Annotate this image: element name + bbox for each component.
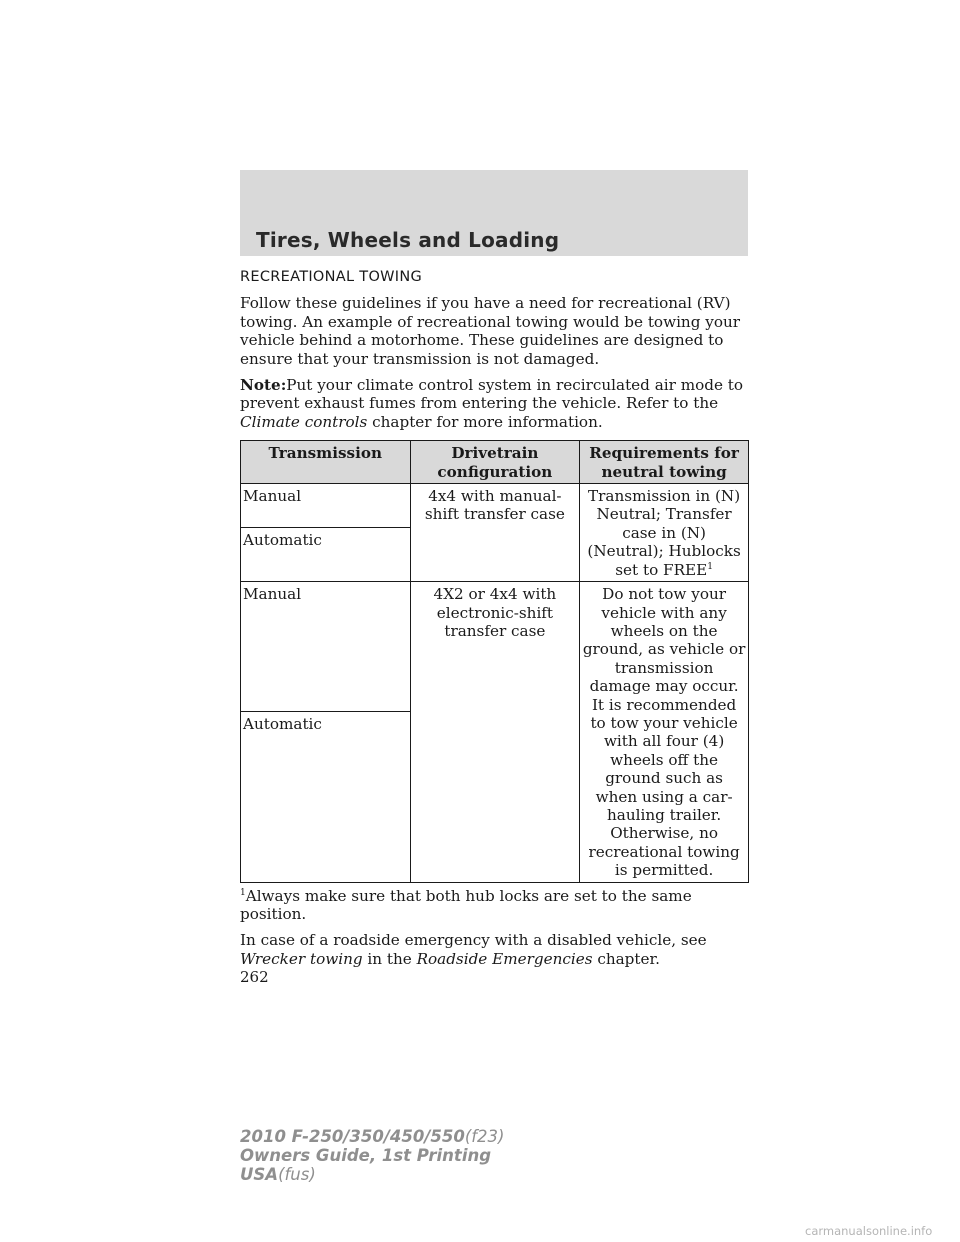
note-paragraph bbox=[240, 376, 750, 431]
chapter-title: Tires, Wheels and Loading bbox=[256, 228, 560, 252]
transmission-cell: Manual bbox=[241, 582, 411, 712]
requirement-cell: Do not tow your vehicle with any wheels on the ground, as vehicle or transmission damage may occur. It is recommended to tow your vehicle with all four (4) wheels off the ground such as when using a car-hauling trailer. Otherwise, no recreational towing is permitted. bbox=[580, 582, 749, 883]
section-heading: RECREATIONAL TOWING bbox=[240, 269, 423, 285]
footnote-text: Always make sure that both hub locks are set to the same position. bbox=[240, 886, 692, 923]
roadside-emergencies-reference: Roadside Emergencies bbox=[416, 949, 593, 968]
closing-text-2: in the bbox=[362, 949, 417, 968]
drivetrain-cell: 4X2 or 4x4 with electronic-shift transfer case bbox=[410, 582, 580, 883]
table-row bbox=[241, 582, 749, 712]
closing-text-3: chapter. bbox=[592, 949, 660, 968]
table-header-row bbox=[241, 441, 749, 484]
header-requirements: Requirements for neutral towing bbox=[580, 441, 749, 484]
model-line: 2010 F-250/350/450/550 bbox=[240, 1127, 465, 1146]
drivetrain-cell: 4x4 with manual-shift transfer case bbox=[410, 484, 580, 582]
header-transmission: Transmission bbox=[241, 441, 411, 484]
climate-controls-reference: Climate controls bbox=[240, 412, 368, 431]
closing-paragraph bbox=[240, 931, 750, 968]
recreational-towing-table bbox=[240, 440, 749, 882]
note-text-after: chapter for more information. bbox=[367, 412, 603, 431]
transmission-cell: Manual bbox=[241, 484, 411, 528]
header-drivetrain: Drivetrain configuration bbox=[410, 441, 580, 484]
watermark: carmanualsonline.info bbox=[805, 1224, 933, 1238]
print-info bbox=[240, 1127, 505, 1184]
note-label: Note: bbox=[240, 376, 287, 395]
requirement-text: Transmission in (N) Neutral; Transfer case in (N) (Neutral); Hublocks set to FREE bbox=[587, 487, 741, 579]
page-content bbox=[240, 268, 750, 976]
wrecker-towing-reference: Wrecker towing bbox=[240, 949, 363, 968]
print-info-line-2: Owners Guide, 1st Printing bbox=[240, 1146, 492, 1165]
page-number: 262 bbox=[240, 968, 269, 986]
table-row bbox=[241, 484, 749, 528]
market-code: (fus) bbox=[278, 1165, 316, 1184]
intro-paragraph: Follow these guidelines if you have a need for recreational (RV) towing. An example of recreational towing would be towing your vehicle behind a motorhome. These guidelines are designed to ensure that your transmission is not damaged. bbox=[240, 294, 741, 368]
table-footnote bbox=[240, 887, 750, 924]
requirement-cell bbox=[580, 484, 749, 582]
footnote-marker: 1 bbox=[707, 561, 713, 572]
print-info-line-3 bbox=[240, 1165, 505, 1184]
market-line: USA bbox=[240, 1165, 279, 1184]
note-text-before: Put your climate control system in recirculated air mode to prevent exhaust fumes from entering the vehicle. Refer to the bbox=[240, 376, 744, 413]
transmission-cell: Automatic bbox=[241, 528, 411, 582]
transmission-cell: Automatic bbox=[241, 712, 411, 883]
print-info-line-1 bbox=[240, 1127, 505, 1146]
footnote-number: 1 bbox=[240, 887, 246, 898]
model-code: (f23) bbox=[464, 1127, 505, 1146]
closing-text-1: In case of a roadside emergency with a disabled vehicle, see bbox=[240, 931, 707, 950]
